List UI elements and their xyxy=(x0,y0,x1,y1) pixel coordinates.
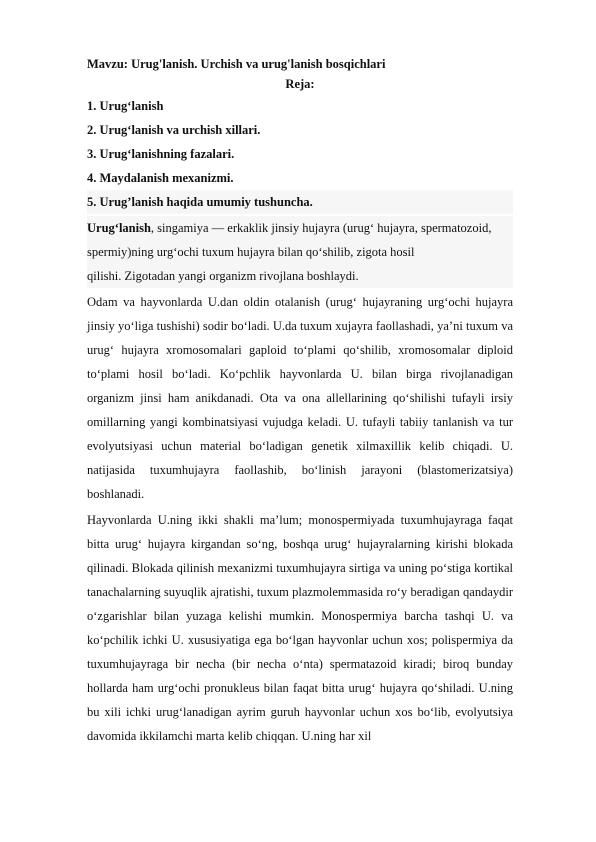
plan-item-2: 2. Urug‘lanish va urchish xillari. xyxy=(87,123,261,137)
paragraph-fertilization-forms: Hayvonlarda U.ning ikki shakli ma’lum; monospermiyada tuxumhujayraga faqat bitta urug‘ hujayra kirgandan so‘ng, boshqa urug‘ hujayralarning kirishi blokada qilinadi. Blokada qilinish mexanizmi tuxumhujayra sirtiga va uning po‘stiga kortikal tanachalarning suyuqlik ajratishi, tuxum plazmolemmasida ro‘y beradigan qandaydir o‘zgarishlar bilan yuzaga kelishi mumkin. Monospermiya barcha tashqi U. va ko‘pchilik ichki U. xususiyatiga ega bo‘lgan hayvonlar uchun xos; polispermiya da tuxumhujayraga bir necha (bir necha o‘nta) spermatazoid kiradi; biroq bunday hollarda ham urg‘ochi pronukleus bilan faqat bitta urug‘ hujayra qo‘shiladi. U.ning bu xili ichki urug‘lanadigan ayrim guruh hayvonlar uchun xos bo‘lib, evolyutsiya davomida ikkilamchi marta kelib chiqqan. U.ning har xil xyxy=(87,513,513,743)
plan-item-1: 1. Urug‘lanish xyxy=(87,99,164,113)
plan-heading: Reja: xyxy=(285,77,315,91)
definition-line-3: qilishi. Zigotadan yangi organizm rivojlana boshlaydi. xyxy=(87,269,359,283)
plan-item-3: 3. Urug‘lanishning fazalari. xyxy=(87,147,235,161)
plan-list xyxy=(87,94,513,214)
definition-block xyxy=(87,216,513,288)
paragraph-fertilization-process: Odam va hayvonlarda U.dan oldin otalanish (urug‘ hujayraning urg‘ochi hujayra jinsiy yo‘liga tushishi) sodir bo‘ladi. U.da tuxum xujayra faollashadi, ya’ni tuxum va urug‘ hujayra xromosomalari gaploid to‘plami qo‘shilib, xromosomalar diploid to‘plami hosil bo‘ladi. Ko‘pchlik hayvonlarda U. bilan birga rivojlanadigan organizm jinsi ham anikdanadi. Ota va ona allellarining qo‘shilishi tufayli irsiy omillarning yangi kombinatsiyasi vujudga keladi. U. tufayli tabiiy tanlanish va tur evolyutsiyasi uchun material bo‘ladigan genetik xilmaxillik kelib chiqadi. U. natijasida tuxumhujayra faollashib, bo‘linish jarayoni (blastomerizatsiya) boshlanadi. xyxy=(87,295,513,501)
plan-item-4: 4. Maydalanish mexanizmi. xyxy=(87,171,234,185)
definition-line-1 xyxy=(87,216,513,240)
definition-term: Urug‘lanish xyxy=(87,221,151,235)
plan-item-5: 5. Urug’lanish haqida umumiy tushuncha. xyxy=(87,190,513,214)
definition-line-2: spermiy)ning urg‘ochi tuxum hujayra bilan qo‘shilib, zigota hosil xyxy=(87,245,415,259)
definition-text-1: , singamiya — erkaklik jinsiy hujayra (urug‘ hujayra, spermatozoid, xyxy=(150,221,492,235)
document-body xyxy=(87,54,513,748)
document-title: Mavzu: Urug'lanish. Urchish va urug'lanish bosqichlari xyxy=(87,57,386,71)
